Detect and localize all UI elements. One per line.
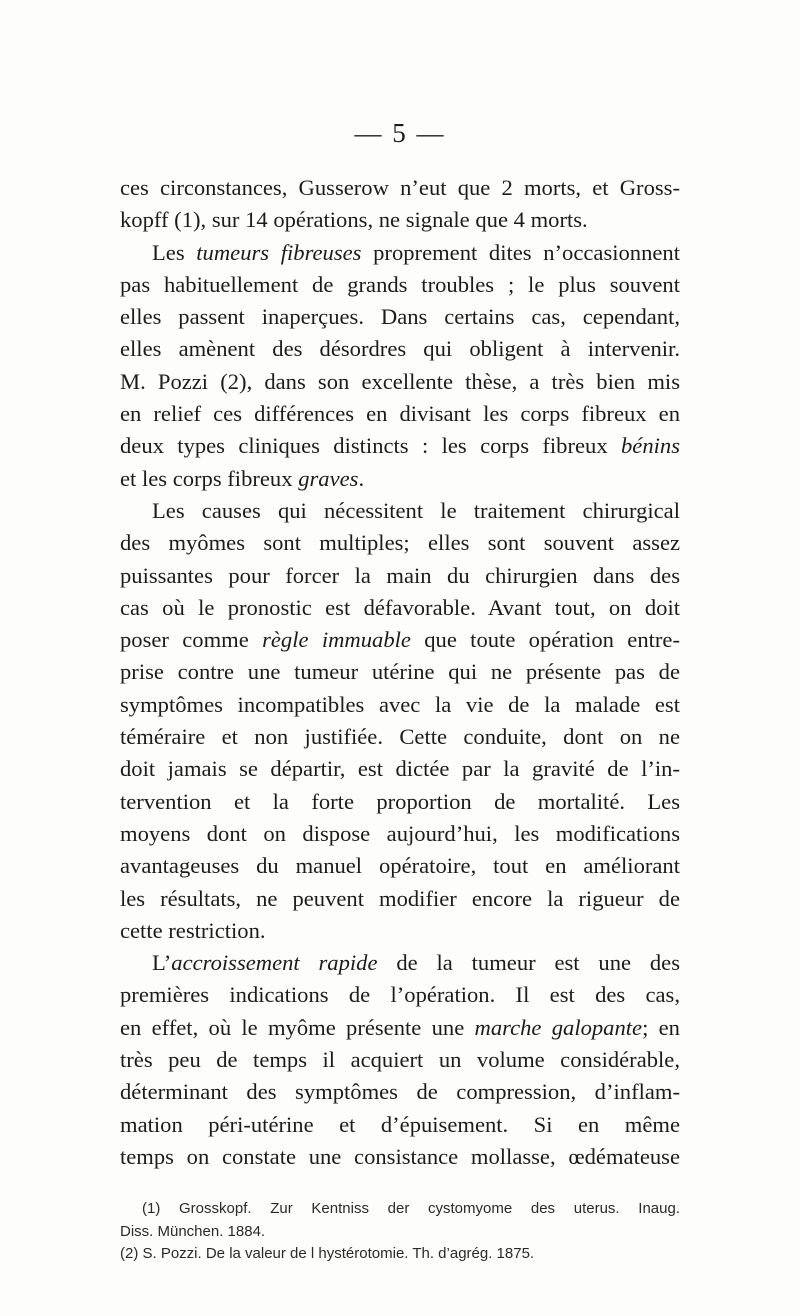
text-line: Les causes qui nécessitent le traitement chirurgical	[152, 497, 680, 523]
footnotes	[120, 1198, 680, 1266]
text-line: téméraire et non justifiée. Cette conduite, dont on ne	[120, 724, 680, 750]
text-line: des myômes sont multiples; elles sont souvent assez	[120, 530, 680, 556]
italic-term: bénins	[621, 433, 680, 459]
text-line: Les tumeurs fibreuses proprement dites n’occasionnent	[152, 239, 681, 265]
text-line: cas où le pronostic est défavorable. Avant tout, on doit	[120, 594, 680, 620]
text-line: en relief ces différences en divisant les corps fibreux en	[120, 401, 680, 427]
body-text	[120, 172, 680, 1173]
text-line: prise contre une tumeur utérine qui ne présente pas de	[120, 659, 680, 685]
text-line: L’accroissement rapide de la tumeur est une des	[152, 950, 680, 976]
italic-term: règle immuable	[262, 627, 411, 653]
text-line: ces circonstances, Gusserow n’eut que 2 morts, et Gross-	[120, 175, 680, 200]
text-line: elles amènent des désordres qui obligent à intervenir.	[120, 336, 680, 362]
text-line: symptômes incompatibles avec la vie de la malade est	[120, 691, 680, 717]
text-line: déterminant des symptômes de compression, d’inflam-	[120, 1079, 680, 1105]
text-line: premières indications de l’opération. Il est des cas,	[120, 982, 680, 1008]
text-line: poser comme règle immuable que toute opération entre-	[120, 627, 680, 653]
text-line: M. Pozzi (2), dans son excellente thèse, a très bien mis	[120, 368, 680, 394]
text-line: avantageuses du manuel opératoire, tout en améliorant	[120, 853, 680, 879]
italic-term: marche galopante	[474, 1014, 643, 1040]
text-line: doit jamais se départir, est dictée par la gravité de l’in-	[120, 756, 680, 782]
text-line: très peu de temps il acquiert un volume considérable,	[120, 1047, 680, 1073]
page-number: — 5 —	[354, 118, 446, 148]
footnote-1: (1) Grosskopf. Zur Kentniss der cystomyome des uterus. Inaug.	[142, 1200, 680, 1217]
text-line: moyens dont on dispose aujourd’hui, les modifications	[120, 820, 680, 846]
italic-term: tumeurs fibreuses	[196, 239, 362, 265]
text-line: tervention et la forte proportion de mortalité. Les	[120, 788, 680, 814]
text-line: temps on constate une consistance mollasse, œdémateuse	[120, 1143, 680, 1169]
text-line: elles passent inaperçues. Dans certains cas, cependant,	[120, 304, 680, 330]
text-line: en effet, où le myôme présente une marche galopante; en	[120, 1014, 680, 1040]
footnote-1-continued: Diss. München. 1884.	[120, 1222, 266, 1240]
text-line: et les corps fibreux graves.	[120, 465, 365, 491]
text-line: mation péri-utérine et d’épuisement. Si en même	[120, 1111, 680, 1137]
text-line: deux types cliniques distincts : les corps fibreux bénins	[120, 433, 680, 459]
text-line: pas habituellement de grands troubles ; le plus souvent	[120, 271, 680, 297]
italic-term: accroissement rapide	[171, 950, 378, 976]
italic-term: graves	[298, 465, 359, 491]
text-line: kopff (1), sur 14 opérations, ne signale que 4 morts.	[120, 207, 588, 233]
text-line: cette restriction.	[120, 917, 266, 943]
text-line: puissantes pour forcer la main du chirurgien dans des	[120, 562, 680, 588]
footnote-2: (2) S. Pozzi. De la valeur de l hystérotomie. Th. d’agrég. 1875.	[120, 1245, 535, 1262]
text-line: les résultats, ne peuvent modifier encore la rigueur de	[120, 885, 680, 911]
